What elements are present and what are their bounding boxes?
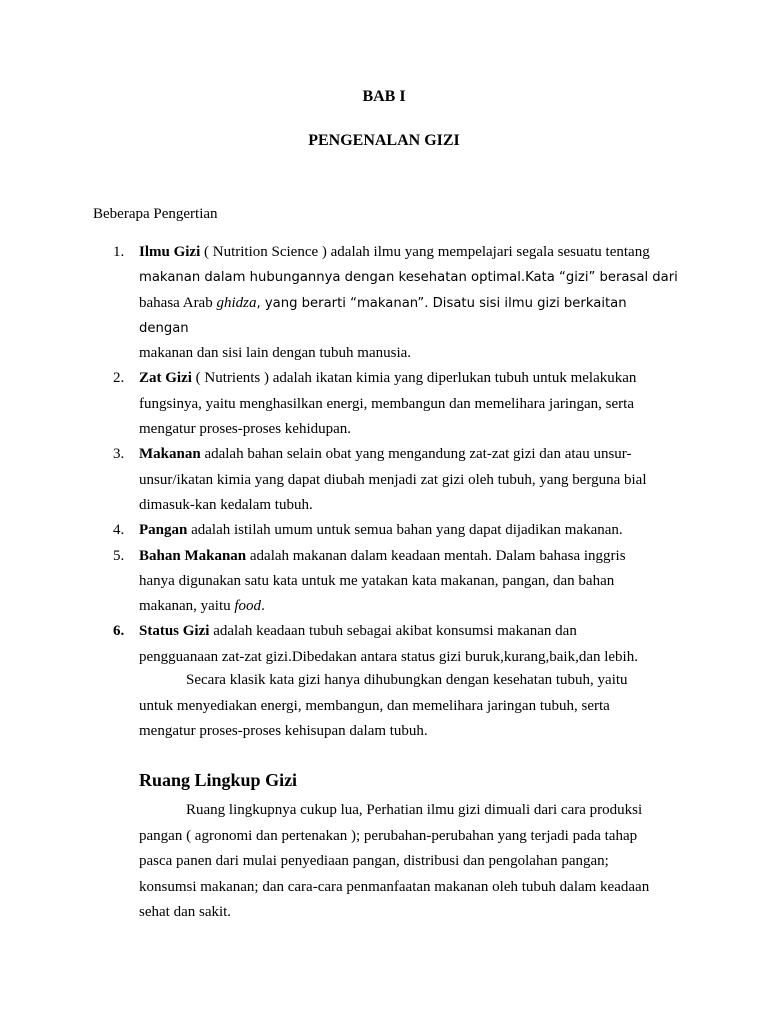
body-paragraph: [139, 668, 679, 745]
definition-line: hanya digunakan satu kata untuk me yatakan kata makanan, pangan, dan bahan: [139, 572, 615, 589]
definition-term: Ilmu Gizi: [139, 244, 201, 260]
item-number: 4.: [113, 522, 125, 539]
definition-text: , yang berarti “makanan”. Disatu sisi ilmu gizi berkaitan dengan: [139, 295, 627, 336]
item-number: 1.: [113, 244, 125, 260]
paragraph-line: mengatur proses-proses kehisupan dalam tubuh.: [139, 723, 428, 739]
italic-term: ghidza: [216, 294, 257, 311]
paragraph-line: pasca panen dari mulai penyediaan pangan, distribusi dan pengolahan pangan;: [139, 853, 609, 869]
definition-term: Makanan: [139, 446, 201, 463]
chapter-number: BAB I: [362, 88, 406, 105]
definition-text: bahasa Arab: [139, 294, 217, 311]
definition-line: [139, 240, 679, 265]
item-number: 5.: [113, 547, 125, 564]
definition-line: [139, 291, 679, 342]
definition-line: makanan dan sisi lain dengan tubuh manusia.: [139, 345, 412, 362]
item-number: 6.: [113, 623, 125, 640]
definition-text: adalah istilah umum untuk semua bahan yang dapat dijadikan makanan.: [187, 522, 623, 539]
paragraph-line: konsumsi makanan; dan cara-cara penmanfaatan makanan oleh tubuh dalam keadaan: [139, 878, 650, 895]
definition-term: Pangan: [139, 522, 188, 539]
chapter-title: PENGENALAN GIZI: [308, 132, 460, 149]
definition-term: Zat Gizi: [139, 370, 192, 387]
definition-item: [113, 619, 679, 670]
item-number: 2.: [113, 370, 125, 387]
paragraph-line: Ruang lingkupnya cukup lua, Perhatian ilmu gizi dimuali dari cara produksi: [186, 802, 643, 818]
definition-item: [113, 518, 679, 543]
definition-line: mengatur proses-proses kehidupan.: [139, 421, 352, 438]
definition-item: [113, 366, 679, 442]
definition-line: makanan dalam hubungannya dengan kesehatan optimal.Kata “gizi” berasal dari: [139, 270, 678, 286]
definition-text: adalah bahan selain obat yang mengandung zat-zat gizi dan atau unsur-: [200, 446, 632, 463]
definition-line: [139, 442, 679, 467]
definition-line: [139, 619, 679, 644]
definition-line: unsur/ikatan kimia yang dapat diubah menjadi zat gizi oleh tubuh, yang berguna bial: [139, 471, 647, 488]
definition-text: adalah makanan dalam keadaan mentah. Dalam bahasa inggris: [246, 547, 626, 564]
definition-text: makanan, yaitu: [139, 598, 235, 615]
section-paragraph: [139, 798, 679, 926]
definition-term: Bahan Makanan: [139, 547, 247, 564]
definition-line: dimasuk-kan kedalam tubuh.: [139, 496, 313, 513]
definition-term: Status Gizi: [139, 623, 210, 640]
definition-item: [113, 544, 679, 620]
definition-line: [139, 544, 679, 569]
definition-text: .: [261, 598, 265, 615]
definition-text: adalah keadaan tubuh sebagai akibat konsumsi makanan dan: [209, 623, 577, 640]
definition-text: ( Nutrition Science ) adalah ilmu yang mempelajari segala sesuatu tentang: [200, 244, 650, 260]
definition-list: [113, 240, 679, 670]
paragraph-line: pangan ( agronomi dan pertenakan ); perubahan-perubahan yang terjadi pada tahap: [139, 827, 638, 844]
definition-line: [139, 366, 679, 391]
paragraph-line: untuk menyediakan energi, membangun, dan memelihara jaringan tubuh, serta: [139, 697, 610, 714]
definition-item: [113, 240, 679, 366]
definition-item: [113, 442, 679, 518]
definition-line: [139, 594, 679, 619]
definition-line: pengguanaan zat-zat gizi.Dibedakan antara status gizi buruk,kurang,baik,dan lebih.: [139, 648, 638, 665]
item-number: 3.: [113, 446, 125, 463]
section-heading: Ruang Lingkup Gizi: [139, 770, 298, 790]
definition-line: [139, 518, 679, 543]
paragraph-line: sehat dan sakit.: [139, 904, 232, 920]
paragraph-line: Secara klasik kata gizi hanya dihubungkan dengan kesehatan tubuh, yaitu: [186, 672, 628, 688]
italic-term: food: [234, 598, 262, 615]
intro-label: Beberapa Pengertian: [93, 206, 218, 222]
definition-line: fungsinya, yaitu menghasilkan energi, membangun dan memelihara jaringan, serta: [139, 395, 634, 412]
definition-text: ( Nutrients ) adalah ikatan kimia yang diperlukan tubuh untuk melakukan: [191, 370, 637, 387]
